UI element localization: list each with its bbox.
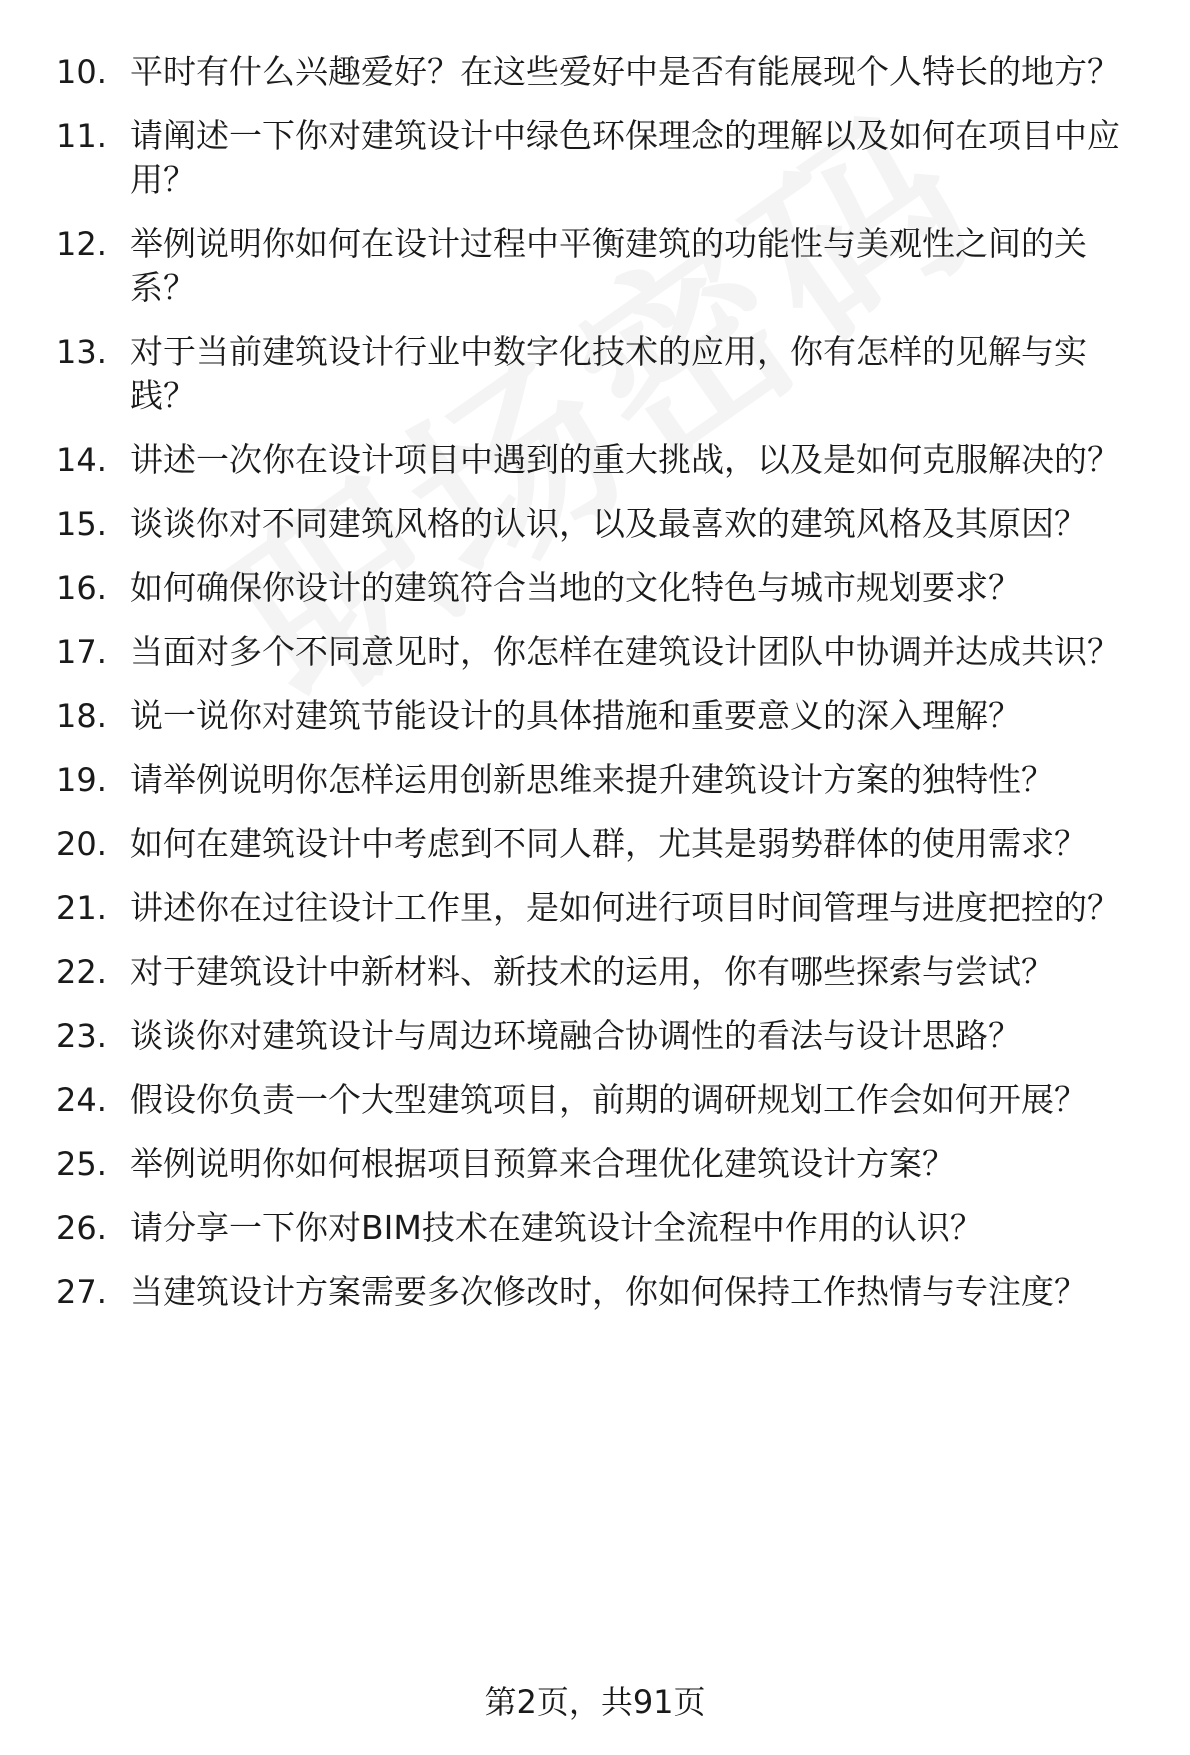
question-text: 讲述你在过往设计工作里，是如何进行项目时间管理与进度把控的？ xyxy=(130,888,1120,927)
question-item xyxy=(56,1270,1146,1314)
question-item xyxy=(56,438,1146,482)
question-text: 当建筑设计方案需要多次修改时，你如何保持工作热情与专注度？ xyxy=(130,1272,1087,1311)
question-text: 举例说明你如何在设计过程中平衡建筑的功能性与美观性之间的关系？ xyxy=(130,224,1087,307)
question-number: 12. xyxy=(56,225,107,263)
question-text: 当面对多个不同意见时，你怎样在建筑设计团队中协调并达成共识？ xyxy=(130,632,1120,671)
question-number: 26. xyxy=(56,1209,107,1247)
question-text: 说一说你对建筑节能设计的具体措施和重要意义的深入理解？ xyxy=(130,696,1021,735)
question-text: 假设你负责一个大型建筑项目，前期的调研规划工作会如何开展？ xyxy=(130,1080,1087,1119)
question-number: 19. xyxy=(56,761,107,799)
question-item xyxy=(56,758,1146,802)
question-text: 谈谈你对不同建筑风格的认识，以及最喜欢的建筑风格及其原因？ xyxy=(130,504,1087,543)
question-text: 谈谈你对建筑设计与周边环境融合协调性的看法与设计思路？ xyxy=(130,1016,1021,1055)
question-number: 16. xyxy=(56,569,107,607)
question-number: 14. xyxy=(56,441,107,479)
question-number: 21. xyxy=(56,889,107,927)
question-list xyxy=(56,50,1146,1334)
question-item xyxy=(56,950,1146,994)
question-item xyxy=(56,566,1146,610)
question-item xyxy=(56,114,1146,202)
question-number: 27. xyxy=(56,1273,107,1311)
page-number: 第2页，共91页 xyxy=(484,1683,706,1721)
question-item xyxy=(56,222,1146,310)
question-item xyxy=(56,502,1146,546)
question-number: 17. xyxy=(56,633,107,671)
question-number: 23. xyxy=(56,1017,107,1055)
question-item xyxy=(56,1206,1146,1250)
question-item xyxy=(56,886,1146,930)
question-item xyxy=(56,694,1146,738)
question-number: 11. xyxy=(56,117,107,155)
question-item xyxy=(56,630,1146,674)
question-item xyxy=(56,1078,1146,1122)
question-text: 如何在建筑设计中考虑到不同人群，尤其是弱势群体的使用需求？ xyxy=(130,824,1087,863)
question-item xyxy=(56,822,1146,866)
question-text: 讲述一次你在设计项目中遇到的重大挑战，以及是如何克服解决的？ xyxy=(130,440,1120,479)
question-text: 平时有什么兴趣爱好？在这些爱好中是否有能展现个人特长的地方？ xyxy=(130,52,1120,91)
question-number: 25. xyxy=(56,1145,107,1183)
question-text: 对于建筑设计中新材料、新技术的运用，你有哪些探索与尝试？ xyxy=(130,952,1054,991)
question-number: 20. xyxy=(56,825,107,863)
question-item xyxy=(56,330,1146,418)
question-item xyxy=(56,50,1146,94)
question-number: 24. xyxy=(56,1081,107,1119)
question-number: 18. xyxy=(56,697,107,735)
question-number: 22. xyxy=(56,953,107,991)
question-text: 请阐述一下你对建筑设计中绿色环保理念的理解以及如何在项目中应用？ xyxy=(130,116,1120,199)
question-number: 15. xyxy=(56,505,107,543)
question-number: 10. xyxy=(56,53,107,91)
question-number: 13. xyxy=(56,333,107,371)
question-text: 如何确保你设计的建筑符合当地的文化特色与城市规划要求？ xyxy=(130,568,1021,607)
question-text: 请举例说明你怎样运用创新思维来提升建筑设计方案的独特性？ xyxy=(130,760,1054,799)
question-item xyxy=(56,1014,1146,1058)
question-item xyxy=(56,1142,1146,1186)
question-text: 请分享一下你对BIM技术在建筑设计全流程中作用的认识？ xyxy=(130,1208,983,1247)
question-text: 举例说明你如何根据项目预算来合理优化建筑设计方案？ xyxy=(130,1144,955,1183)
question-text: 对于当前建筑设计行业中数字化技术的应用，你有怎样的见解与实践？ xyxy=(130,332,1087,415)
